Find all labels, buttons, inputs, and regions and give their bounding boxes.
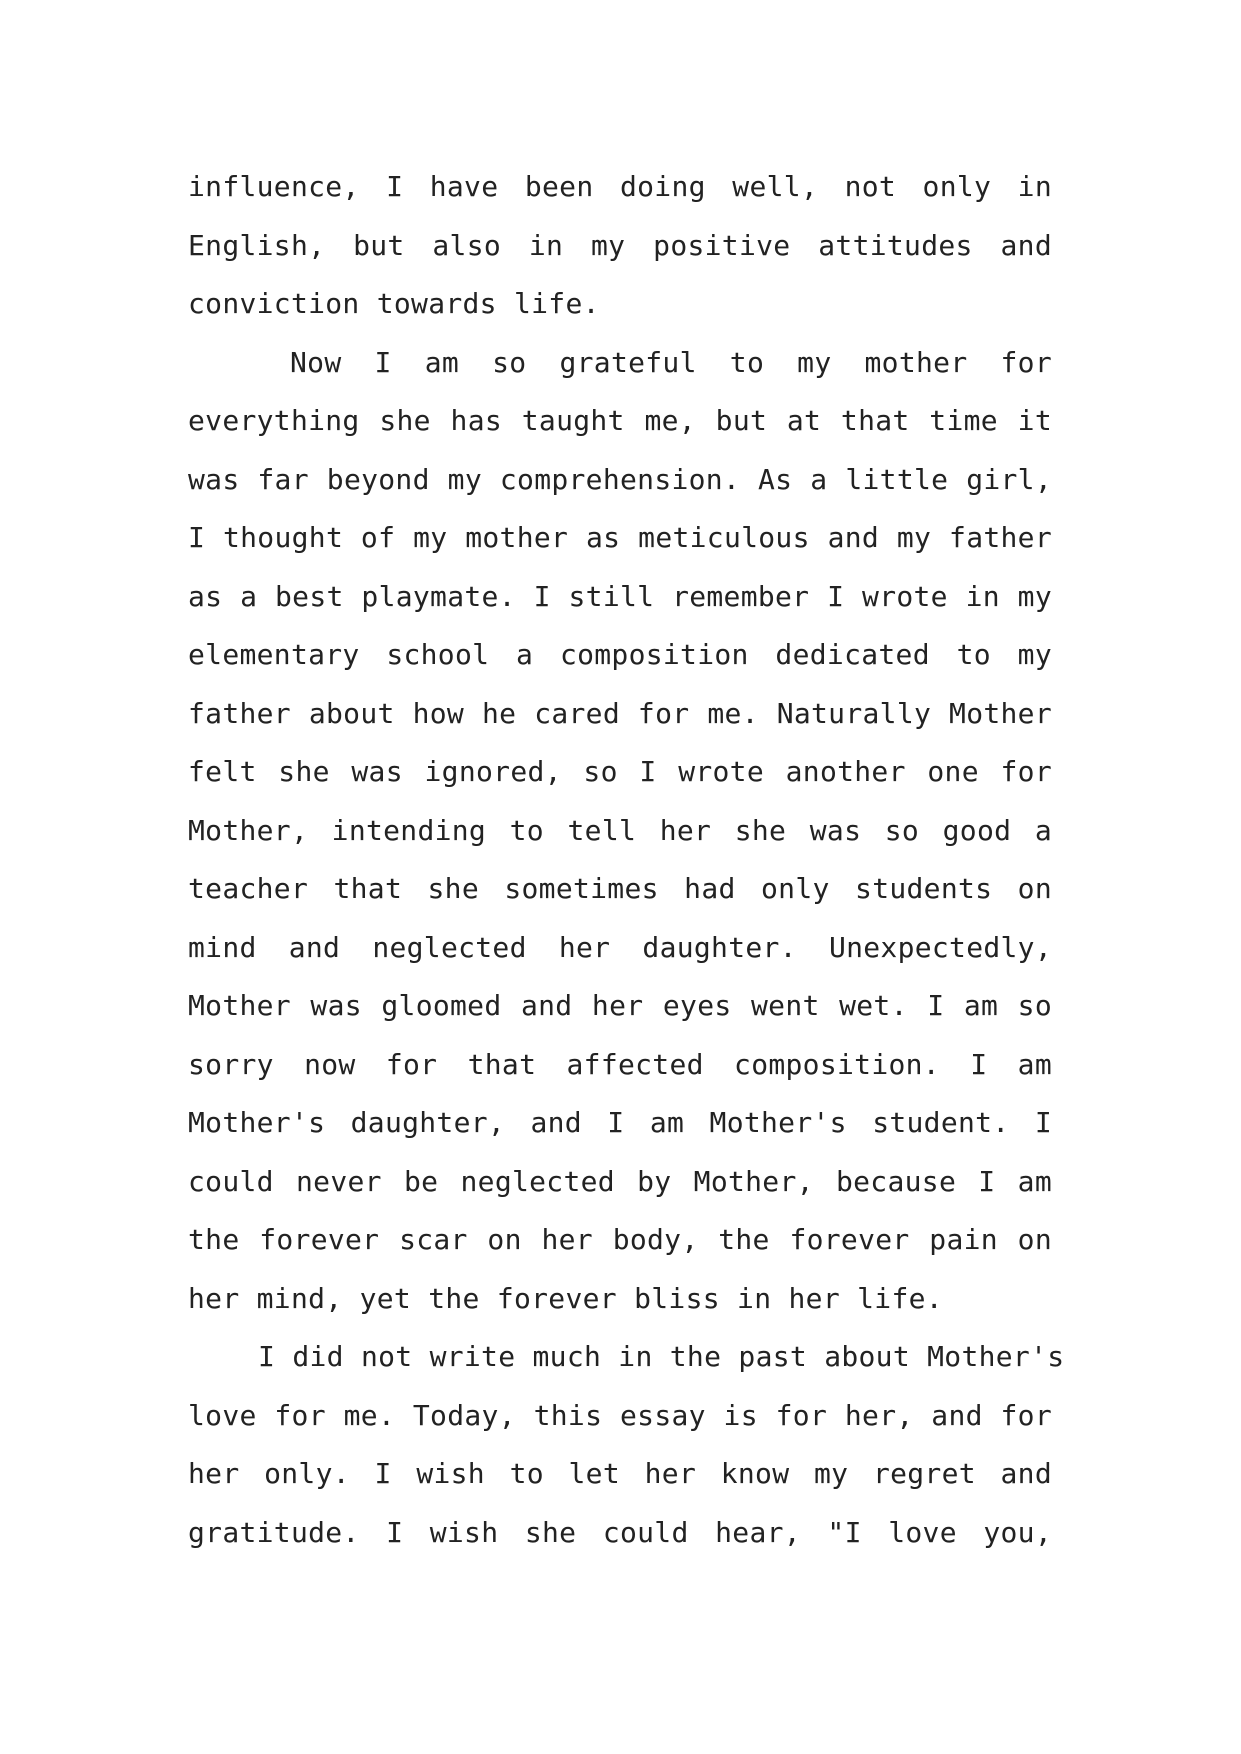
text-line: sorry now for that affected composition. I am	[188, 1047, 1052, 1081]
text-line: mind and neglected her daughter. Unexpectedly,	[188, 930, 1052, 964]
text-line: Mother's daughter, and I am Mother's student. I	[188, 1106, 1052, 1139]
text-line: elementary school a composition dedicated to my	[188, 638, 1052, 671]
text-line: influence, I have been doing well, not only in	[188, 170, 1052, 203]
text-line: father about how he cared for me. Naturally Mother	[188, 696, 1052, 730]
text-line: the forever scar on her body, the forever pain on	[188, 1223, 1052, 1256]
text-line: gratitude. I wish she could hear, "I love you,	[188, 1515, 1052, 1549]
text-line: I did not write much in the past about Mother's	[258, 1340, 1065, 1373]
text-line: love for me. Today, this essay is for her, and for	[188, 1398, 1052, 1432]
text-line: could never be neglected by Mother, because I am	[188, 1164, 1052, 1198]
text-line: Mother was gloomed and her eyes went wet. I am so	[188, 989, 1052, 1022]
text-line: everything she has taught me, but at that time it	[188, 404, 1052, 437]
text-line: I thought of my mother as meticulous and my father	[188, 521, 1052, 554]
text-line: her only. I wish to let her know my regret and	[188, 1457, 1052, 1490]
text-line: was far beyond my comprehension. As a little girl,	[188, 462, 1052, 496]
text-line: her mind, yet the forever bliss in her life.	[188, 1281, 943, 1315]
text-line: Now I am so grateful to my mother for	[290, 345, 1052, 379]
text-line: teacher that she sometimes had only students on	[188, 872, 1052, 905]
text-line: felt she was ignored, so I wrote another one for	[188, 755, 1052, 788]
text-line: Mother, intending to tell her she was so good a	[188, 813, 1052, 847]
text-line: conviction towards life.	[188, 287, 600, 320]
essay-body	[188, 158, 1065, 1562]
text-line: as a best playmate. I still remember I wrote in my	[188, 579, 1052, 613]
text-line: English, but also in my positive attitudes and	[188, 228, 1052, 262]
